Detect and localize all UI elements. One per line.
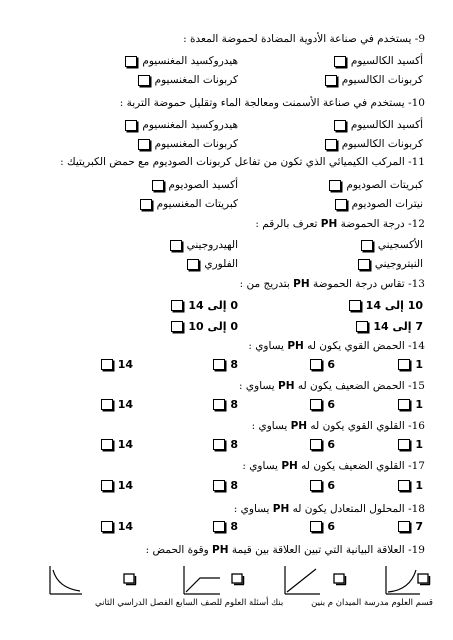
q19-checkbox-1[interactable] bbox=[124, 574, 134, 583]
checkbox[interactable] bbox=[310, 439, 322, 450]
checkbox[interactable] bbox=[101, 399, 113, 410]
question-17: 17- القلوي الضعيف يكون له PH يساوي : bbox=[242, 460, 425, 472]
checkbox[interactable] bbox=[101, 521, 113, 532]
q14-option-2[interactable]: 6 bbox=[310, 358, 335, 371]
q10-option-3[interactable]: كربونات الكالسيوم bbox=[325, 138, 423, 151]
checkbox[interactable] bbox=[213, 480, 225, 491]
checkbox[interactable] bbox=[171, 321, 183, 332]
checkbox[interactable] bbox=[398, 480, 410, 491]
checkbox[interactable] bbox=[349, 300, 361, 311]
question-10: 10- يستخدم في صناعة الأسمنت ومعالجة الماء وتقليل حموضة التربة : bbox=[119, 97, 425, 109]
question-13: 13- تقاس درجة الحموضة PH بتدريج من : bbox=[239, 278, 425, 290]
q15-option-3[interactable]: 8 bbox=[213, 398, 238, 411]
q17-option-4[interactable]: 14 bbox=[101, 479, 133, 492]
q15-option-4[interactable]: 14 bbox=[101, 398, 133, 411]
checkbox[interactable] bbox=[310, 521, 322, 532]
q13-option-3[interactable]: 7 إلى 14 bbox=[356, 320, 423, 333]
question-16: 16- القلوي القوي يكون له PH يساوي : bbox=[251, 420, 425, 432]
checkbox[interactable] bbox=[334, 120, 346, 131]
checkbox[interactable] bbox=[335, 199, 347, 210]
checkbox[interactable] bbox=[361, 240, 373, 251]
q16-option-2[interactable]: 6 bbox=[310, 438, 335, 451]
q9-option-2[interactable]: هيدروكسيد المغنسيوم bbox=[125, 55, 238, 68]
checkbox[interactable] bbox=[398, 439, 410, 450]
linear-increasing-graph[interactable] bbox=[285, 566, 320, 594]
q18-option-2[interactable]: 6 bbox=[310, 520, 335, 533]
q14-option-4[interactable]: 14 bbox=[101, 358, 133, 371]
q18-option-4[interactable]: 14 bbox=[101, 520, 133, 533]
q12-option-2[interactable]: الهيدروجيني bbox=[170, 239, 238, 252]
q10-option-1[interactable]: أكسيد الكالسيوم bbox=[334, 119, 423, 132]
checkbox[interactable] bbox=[101, 359, 113, 370]
q11-option-3[interactable]: نيترات الصوديوم bbox=[335, 198, 423, 211]
checkbox[interactable] bbox=[171, 300, 183, 311]
checkbox[interactable] bbox=[325, 75, 337, 86]
q9-option-3[interactable]: كربونات الكالسيوم bbox=[325, 74, 423, 87]
checkbox[interactable] bbox=[398, 521, 410, 532]
q13-option-4[interactable]: 0 إلى 10 bbox=[171, 320, 238, 333]
decreasing-curve-graph[interactable] bbox=[50, 566, 82, 594]
q15-option-2[interactable]: 6 bbox=[310, 398, 335, 411]
checkbox[interactable] bbox=[138, 75, 150, 86]
checkbox[interactable] bbox=[152, 180, 164, 191]
q13-option-2[interactable]: 0 إلى 14 bbox=[171, 299, 238, 312]
checkbox[interactable] bbox=[125, 120, 137, 131]
checkbox[interactable] bbox=[213, 399, 225, 410]
q19-checkbox-4[interactable] bbox=[418, 574, 428, 583]
checkbox[interactable] bbox=[101, 480, 113, 491]
checkbox[interactable] bbox=[356, 321, 368, 332]
footer-department: قسم العلوم مدرسة الميدان م بنين bbox=[311, 598, 433, 608]
checkbox[interactable] bbox=[310, 399, 322, 410]
checkbox[interactable] bbox=[398, 399, 410, 410]
q14-option-1[interactable]: 1 bbox=[398, 358, 423, 371]
q9-option-4[interactable]: كربونات المغنسيوم bbox=[138, 74, 238, 87]
q12-option-1[interactable]: الأكسجيني bbox=[361, 239, 423, 252]
question-18: 18- المحلول المتعادل يكون له PH يساوي : bbox=[233, 503, 425, 515]
q17-option-1[interactable]: 1 bbox=[398, 479, 423, 492]
q11-option-4[interactable]: كبريتات المغنسيوم bbox=[140, 198, 238, 211]
checkbox[interactable] bbox=[213, 439, 225, 450]
q13-option-1[interactable]: 10 إلى 14 bbox=[349, 299, 423, 312]
checkbox[interactable] bbox=[329, 180, 341, 191]
q19-graph-options bbox=[0, 560, 453, 600]
q16-option-3[interactable]: 8 bbox=[213, 438, 238, 451]
checkbox[interactable] bbox=[358, 259, 370, 270]
q15-option-1[interactable]: 1 bbox=[398, 398, 423, 411]
question-9: 9- يستخدم في صناعة الأدوية المضادة لحموضة المعدة : bbox=[183, 33, 425, 45]
q17-option-3[interactable]: 8 bbox=[213, 479, 238, 492]
q19-checkbox-3[interactable] bbox=[334, 574, 344, 583]
question-15: 15- الحمض الضعيف يكون له PH يساوي : bbox=[239, 380, 425, 392]
q18-option-3[interactable]: 8 bbox=[213, 520, 238, 533]
checkbox[interactable] bbox=[125, 56, 137, 67]
checkbox[interactable] bbox=[398, 359, 410, 370]
question-14: 14- الحمض القوي يكون له PH يساوي : bbox=[248, 340, 425, 352]
q11-option-2[interactable]: أكسيد الصوديوم bbox=[152, 179, 238, 192]
checkbox[interactable] bbox=[310, 359, 322, 370]
q9-option-1[interactable]: أكسيد الكالسيوم bbox=[334, 55, 423, 68]
rising-plateau-graph[interactable] bbox=[184, 566, 220, 594]
q12-option-4[interactable]: الفلوري bbox=[187, 258, 238, 271]
rising-curve-graph[interactable] bbox=[386, 566, 420, 594]
checkbox[interactable] bbox=[140, 199, 152, 210]
q14-option-3[interactable]: 8 bbox=[213, 358, 238, 371]
q17-option-2[interactable]: 6 bbox=[310, 479, 335, 492]
checkbox[interactable] bbox=[334, 56, 346, 67]
question-12: 12- درجة الحموضة PH تعرف بالرقم : bbox=[255, 218, 425, 230]
q19-checkbox-2[interactable] bbox=[232, 574, 242, 583]
q16-option-1[interactable]: 1 bbox=[398, 438, 423, 451]
checkbox[interactable] bbox=[325, 139, 337, 150]
q12-option-3[interactable]: النيتروجيني bbox=[358, 258, 423, 271]
checkbox[interactable] bbox=[170, 240, 182, 251]
checkbox[interactable] bbox=[213, 359, 225, 370]
checkbox[interactable] bbox=[213, 521, 225, 532]
footer-question-bank: بنك أسئلة العلوم للصف السابع الفصل الدراسي الثاني bbox=[95, 598, 284, 608]
q16-option-4[interactable]: 14 bbox=[101, 438, 133, 451]
checkbox[interactable] bbox=[187, 259, 199, 270]
checkbox[interactable] bbox=[101, 439, 113, 450]
q18-option-1[interactable]: 7 bbox=[398, 520, 423, 533]
checkbox[interactable] bbox=[310, 480, 322, 491]
q10-option-4[interactable]: كربونات المغنسيوم bbox=[138, 138, 238, 151]
q10-option-2[interactable]: هيدروكسيد المغنسيوم bbox=[125, 119, 238, 132]
question-19: 19- العلاقة البيانية التي تبين العلاقة بين قيمة PH وقوة الحمض : bbox=[145, 544, 425, 556]
q11-option-1[interactable]: كبريتات الصوديوم bbox=[329, 179, 423, 192]
checkbox[interactable] bbox=[138, 139, 150, 150]
question-11: 11- المركب الكيميائي الذي تكون من تفاعل كربونات الصوديوم مع حمض الكبريتيك : bbox=[60, 156, 425, 168]
